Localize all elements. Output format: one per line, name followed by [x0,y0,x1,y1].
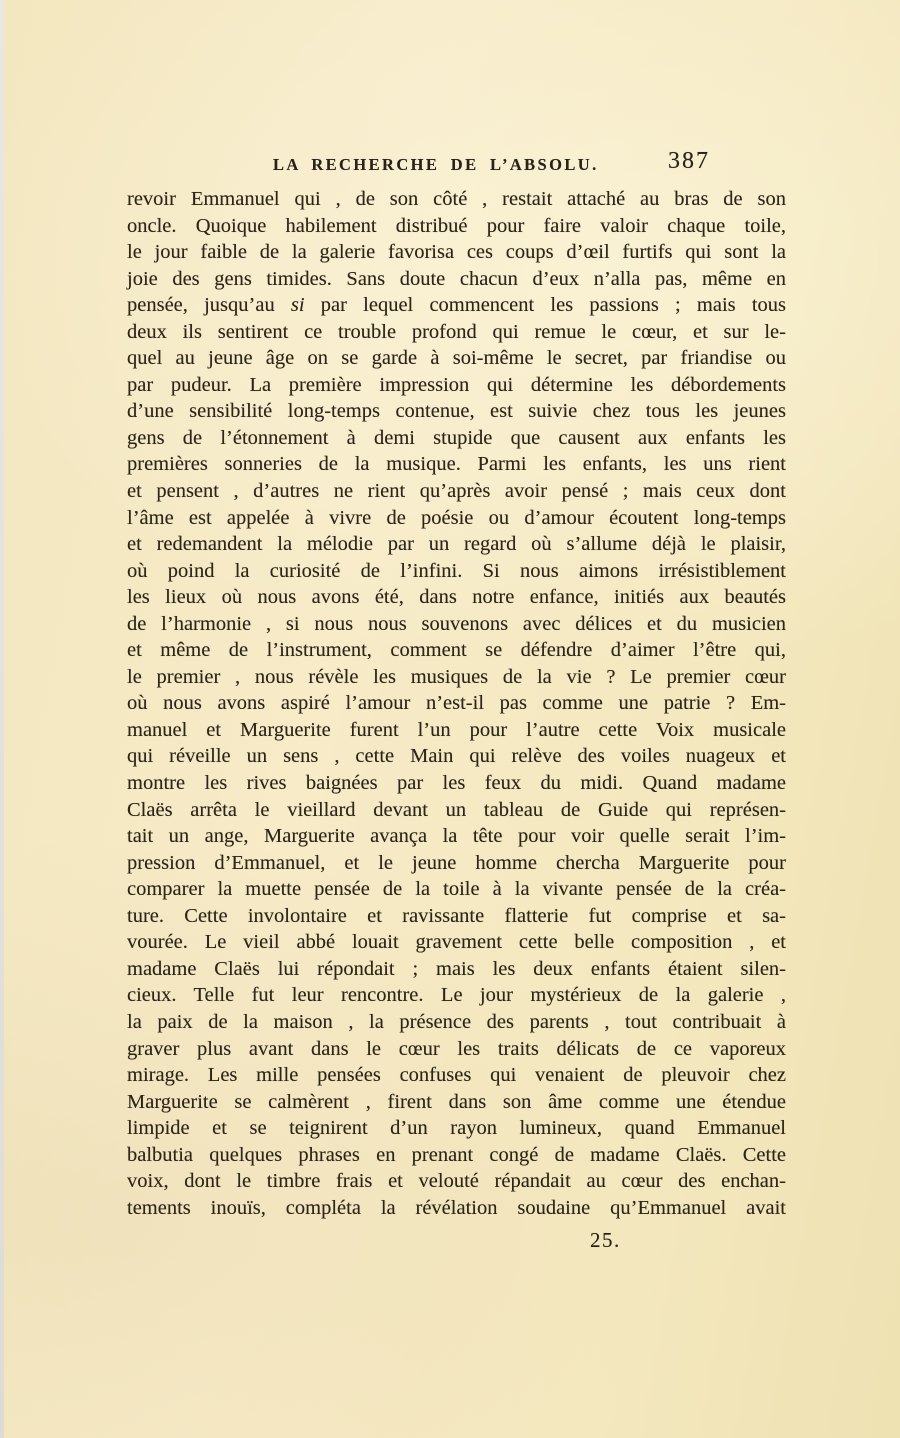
body-text-line: joie des gens timides. Sans doute chacun d’eux n’alla pas, même en [127,267,786,290]
body-text-line: les lieux où nous avons été, dans notre enfance, initiés aux beautés [127,586,786,609]
body-text-line: pression d’Emmanuel, et le jeune homme chercha Marguerite pour [127,851,786,874]
body-text-line: mirage. Les mille pensées confuses qui venaient de pleuvoir chez [127,1064,786,1087]
body-text-line: graver plus avant dans le cœur les traits délicats de ce vaporeux [127,1037,786,1060]
body-text-line: qui réveille un sens , cette Main qui relève des voiles nuageux et [127,745,786,768]
body-text-line: deux ils sentirent ce trouble profond qui remue le cœur, et sur le- [127,320,786,343]
body-text-line: pensée, jusqu’au si par lequel commencent les passions ; mais tous [127,294,787,317]
scan-edge [0,0,4,1438]
body-text-line: la paix de la maison , la présence des parents , tout contribuait à [127,1010,786,1033]
body-text-line: voix, dont le timbre frais et velouté répandait au cœur des enchan- [127,1170,786,1193]
body-text-line: l’âme est appelée à vivre de poésie ou d’amour écoutent long-temps [127,506,786,529]
body-text-line: tements inouïs, compléta la révélation soudaine qu’Emmanuel avait [127,1196,786,1219]
body-text-line: et pensent , d’autres ne rient qu’après avoir pensé ; mais ceux dont [127,480,786,503]
body-text-line: le premier , nous révèle les musiques de la vie ? Le premier cœur [127,665,786,688]
body-text-line: vourée. Le vieil abbé louait gravement cette belle composition , et [127,931,786,954]
body-text-line: Marguerite se calmèrent , firent dans son âme comme une étendue [127,1090,786,1113]
body-text [127,186,786,1221]
body-text-line: revoir Emmanuel qui , de son côté , restait attaché au bras de son [127,188,786,210]
body-text-line: limpide et se teignirent d’un rayon lumineux, quand Emmanuel [127,1117,786,1140]
body-text-line: oncle. Quoique habilement distribué pour faire valoir chaque toile, [127,214,786,237]
body-text-line: ture. Cette involontaire et ravissante flatterie fut comprise et sa- [127,904,786,927]
body-text-line: gens de l’étonnement à demi stupide que causent aux enfants les [127,426,786,449]
body-text-line: et même de l’instrument, comment se défendre d’aimer l’être qui, [127,639,786,662]
body-text-line: premières sonneries de la musique. Parmi les enfants, les uns rient [127,453,786,476]
body-text-line: tait un ange, Marguerite avança la tête pour voir quelle serait l’im- [127,825,786,848]
body-text-line: cieux. Telle fut leur rencontre. Le jour mystérieux de la galerie , [127,984,786,1007]
running-title: LA RECHERCHE DE L’ABSOLU. [273,155,599,174]
body-text-line: où poind la curiosité de l’infini. Si nous aimons irrésistiblement [127,559,786,582]
body-text-line: montre les rives baignées par les feux du midi. Quand madame [127,772,786,795]
body-text-line: quel au jeune âge on se garde à soi-même le secret, par friandise ou [127,347,786,370]
body-text-line: madame Claës lui répondait ; mais les deux enfants étaient silen- [127,957,786,980]
body-text-line: de l’harmonie , si nous nous souvenons avec délices et du musicien [127,612,786,635]
body-text-line: balbutia quelques phrases en prenant congé de madame Claës. Cette [127,1143,786,1166]
body-text-line: par pudeur. La première impression qui détermine les débordements [127,373,786,396]
body-text-line: comparer la muette pensée de la toile à la vivante pensée de la créa- [127,878,786,901]
signature-mark: 25. [590,1228,621,1252]
body-text-line: d’une sensibilité long-temps contenue, est suivie chez tous les jeunes [127,400,786,423]
body-text-line: et redemandent la mélodie par un regard où s’allume déjà le plaisir, [127,533,786,556]
body-text-line: où nous avons aspiré l’amour n’est-il pas comme une patrie ? Em- [127,692,786,715]
page-number: 387 [668,148,710,174]
body-text-line: le jour faible de la galerie favorisa ces coups d’œil furtifs qui sont la [127,241,786,264]
body-text-line: Claës arrêta le vieillard devant un tableau de Guide qui représen- [127,798,786,821]
body-text-line: manuel et Marguerite furent l’un pour l’autre cette Voix musicale [127,718,786,741]
